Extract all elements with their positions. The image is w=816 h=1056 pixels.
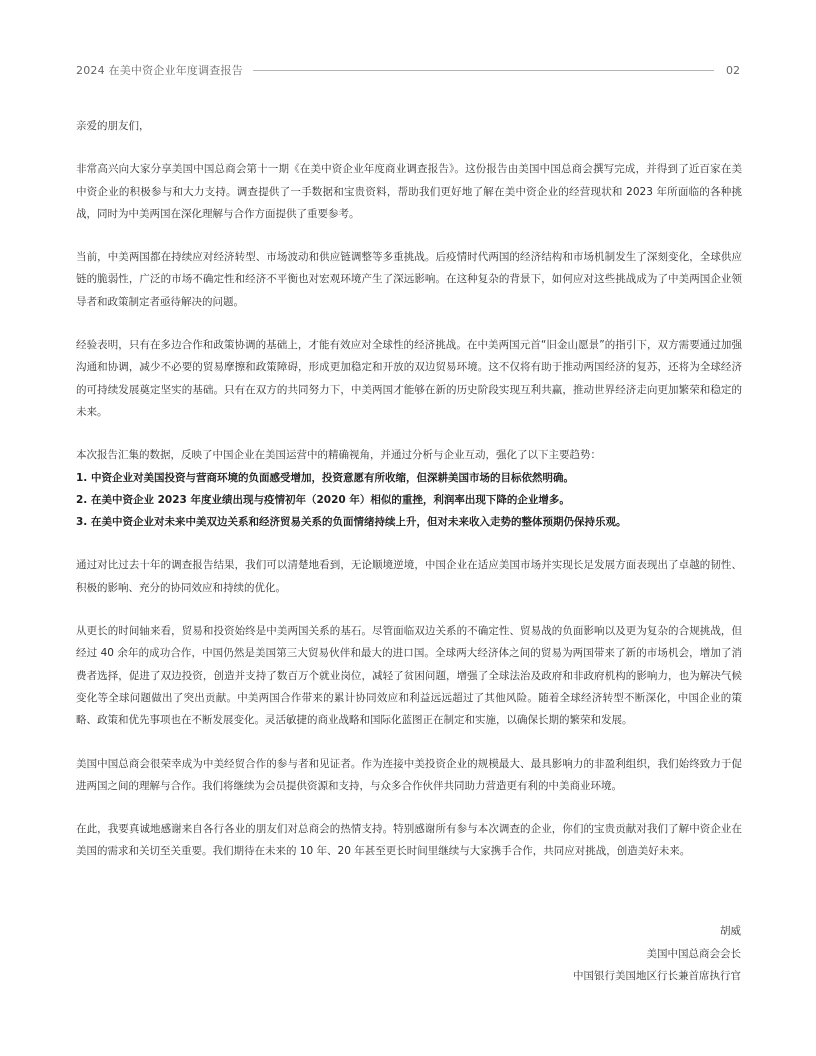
page-header [76,62,740,78]
trend-item: 3. 在美中资企业对未来中美双边关系和经济贸易关系的负面情绪持续上升，但对未来收入走势的整体预期仍保持乐观。 [76,516,627,529]
paragraph-chamber-role: 美国中国总商会很荣幸成为中美经贸合作的参与者和见证者。作为连接中美投资企业的规模最大、最具影响力的非盈利组织，我们始终致力于促进两国之间的理解与合作。我们将继续为会员提供资源和支持，与众多合作伙伴共同助力营造更有利的中美商业环境。 [76,757,742,792]
trends-section [76,444,742,533]
salutation: 亲爱的朋友们， [76,120,150,132]
paragraph-trade-foundation: 从更长的时间轴来看，贸易和投资始终是中美两国关系的基石。尽管面临双边关系的不确定性、贸易战的负面影响以及更为复杂的合规挑战，但经过 40 余年的成功合作，中国仍然是美国第三大贸易伙伴和最大的进口国。全球两大经济体之间的贸易为两国带来了新的市场机会，增加了消费者选择，促进了双边投资，创造并支持了数百万个就业岗位，减轻了贫困问题，增强了全球法治及政府和非政府机构的影响力，也为解决气候变化等全球问题做出了突出贡献。中美两国合作带来的累计协同效应和利益远远超过了其他风险。随着全球经济转型不断深化，中国企业的策略、政策和优先事项也在不断发展变化。灵活敏捷的商业战略和国际化蓝图正在制定和实施，以确保长期的繁荣和发展。 [76,625,742,727]
signer-name: 胡威 [720,925,741,937]
signer-title: 中国银行美国地区行长兼首席执行官 [573,970,741,982]
report-title: 2024 在美中资企业年度调查报告 [76,64,243,77]
trend-item: 1. 中资企业对美国投资与营商环境的负面感受增加，投资意愿有所收缩，但深耕美国市场的目标依然明确。 [76,471,574,484]
paragraph-challenges: 当前，中美两国都在持续应对经济转型、市场波动和供应链调整等多重挑战。后疫情时代两国的经济结构和市场机制发生了深刻变化，全球供应链的脆弱性，广泛的市场不确定性和经济不平衡也对宏观环境产生了深远影响。在这种复杂的背景下，如何应对这些挑战成为了中美两国企业领导者和政策制定者亟待解决的问题。 [76,251,742,308]
paragraph-thanks: 在此，我要真诚地感谢来自各行各业的朋友们对总商会的热情支持。特别感谢所有参与本次调查的企业，你们的宝贵贡献对我们了解中资企业在美国的需求和关切至关重要。我们期待在未来的 10 年、20 年甚至更长时间里继续与大家携手合作，共同应对挑战，创造美好未来。 [76,823,742,858]
header-divider [253,70,714,71]
signature-block [573,920,741,988]
trends-intro: 本次报告汇集的数据，反映了中国企业在美国运营中的精确视角，并通过分析与企业互动，强化了以下主要趋势： [76,449,601,462]
signer-title: 美国中国总商会会长 [646,947,741,960]
trend-item: 2. 在美中资企业 2023 年度业绩出现与疫情初年（2020 年）相似的重挫，利润率出现下降的企业增多。 [76,493,570,506]
page-number: 02 [726,63,740,77]
letter-body [76,115,742,884]
paragraph-decade-review: 通过对比过去十年的调查报告结果，我们可以清楚地看到，无论顺境逆境，中国企业在适应美国市场并实现长足发展方面表现出了卓越的韧性、积极的影响、充分的协同效应和持续的优化。 [76,559,742,594]
paragraph-cooperation: 经验表明，只有在多边合作和政策协调的基础上，才能有效应对全球性的经济挑战。在中美两国元首“旧金山愿景”的指引下，双方需要通过加强沟通和协调，减少不必要的贸易摩擦和政策障碍，形成更加稳定和开放的双边贸易环境。这不仅将有助于推动两国经济的复苏，还将为全球经济的可持续发展奠定坚实的基础。只有在双方的共同努力下，中美两国才能够在新的历史阶段实现互利共赢，推动世界经济走向更加繁荣和稳定的未来。 [76,339,742,418]
paragraph-intro: 非常高兴向大家分享美国中国总商会第十一期《在美中资企业年度商业调查报告》。这份报告由美国中国总商会撰写完成，并得到了近百家在美中资企业的积极参与和大力支持。调查提供了一手数据和宝贵资料，帮助我们更好地了解在美中资企业的经营现状和 2023 年所面临的各种挑战，同时为中美两国在深化理解与合作方面提供了重要参考。 [76,163,742,220]
